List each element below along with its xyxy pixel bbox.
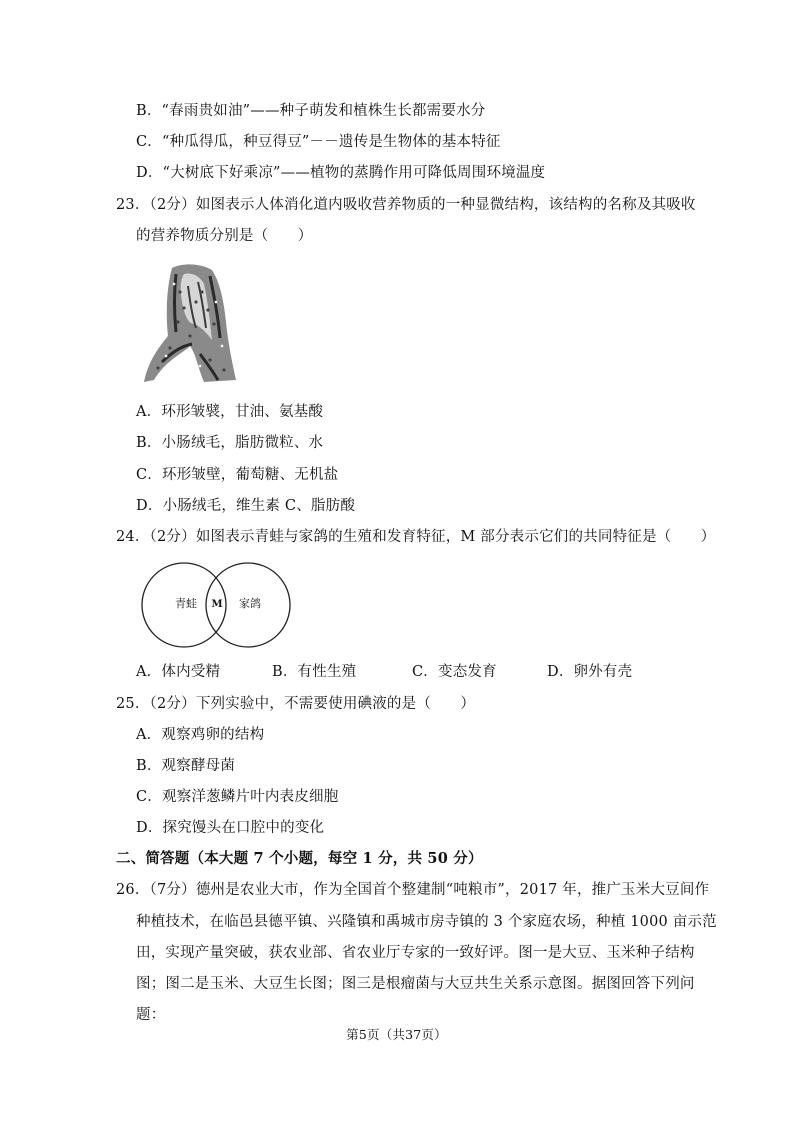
- q25-option-c: C．观察洋葱鳞片叶内表皮细胞: [136, 789, 339, 805]
- q23-option-c: C．环形皱壁，葡萄糖、无机盐: [136, 467, 339, 483]
- q23-option-d: D．小肠绒毛，维生素 C、脂肪酸: [136, 498, 356, 514]
- q23-stem-line2: 的营养物质分别是（ ）: [136, 228, 313, 244]
- q23-stem-line1: 23．（2分）如图表示人体消化道内吸收营养物质的一种显微结构，该结构的名称及其吸收: [116, 197, 696, 213]
- q24-option-b: B．有性生殖: [272, 664, 357, 680]
- q24-option-a: A．体内受精: [136, 664, 221, 680]
- q26-line1: 26．（7分）德州是农业大市，作为全国首个整建制“吨粮市”，2017 年，推广玉米大豆间作: [116, 882, 710, 898]
- q22-option-c: C．“种瓜得瓜，种豆得豆”－－遗传是生物体的基本特征: [136, 134, 501, 150]
- q24-stem: 24．（2分）如图表示青蛙与家鸽的生殖和发育特征，M 部分表示它们的共同特征是（ ）: [116, 529, 716, 545]
- q22-option-d: D．“大树底下好乘凉”——植物的蒸腾作用可降低周围环境温度: [136, 165, 546, 181]
- venn-label-frog: 青蛙: [175, 597, 197, 610]
- q22-option-b: B．“春雨贵如油”——种子萌发和植株生长都需要水分: [136, 103, 486, 119]
- q24-option-d: D．卵外有壳: [547, 664, 633, 680]
- page-number: 第5页（共37页）: [346, 1027, 447, 1042]
- q25-option-b: B．观察酵母菌: [136, 758, 236, 774]
- venn-label-pigeon: 家鸽: [239, 597, 261, 610]
- q26-line3: 田，实现产量突破，获农业部、省农业厅专家的一致好评。图一是大豆、玉米种子结构: [136, 945, 695, 961]
- q25-option-a: A．观察鸡卵的结构: [136, 727, 265, 743]
- villus-micrograph: [140, 262, 242, 384]
- venn-label-m: M: [211, 599, 223, 610]
- q26-line4: 图；图二是玉米、大豆生长图；图三是根瘤菌与大豆共生关系示意图。据图回答下列问: [136, 976, 695, 992]
- q25-stem: 25．（2分）下列实验中，不需要使用碘液的是（ ）: [116, 696, 476, 712]
- q24-option-c: C．变态发育: [412, 664, 497, 680]
- q23-option-a: A．环形皱襞，甘油、氨基酸: [136, 404, 324, 420]
- q26-line2: 种植技术，在临邑县德平镇、兴隆镇和禹城市房寺镇的 3 个家庭农场，种植 1000 亩示范: [136, 914, 717, 930]
- section-heading: 二、简答题（本大题 7 个小题，每空 1 分，共 50 分）: [116, 850, 483, 867]
- q25-option-d: D．探究馒头在口腔中的变化: [136, 820, 325, 836]
- venn-diagram: [140, 560, 294, 652]
- q23-option-b: B．小肠绒毛，脂肪微粒、水: [136, 435, 324, 451]
- q26-line5: 题：: [136, 1007, 166, 1023]
